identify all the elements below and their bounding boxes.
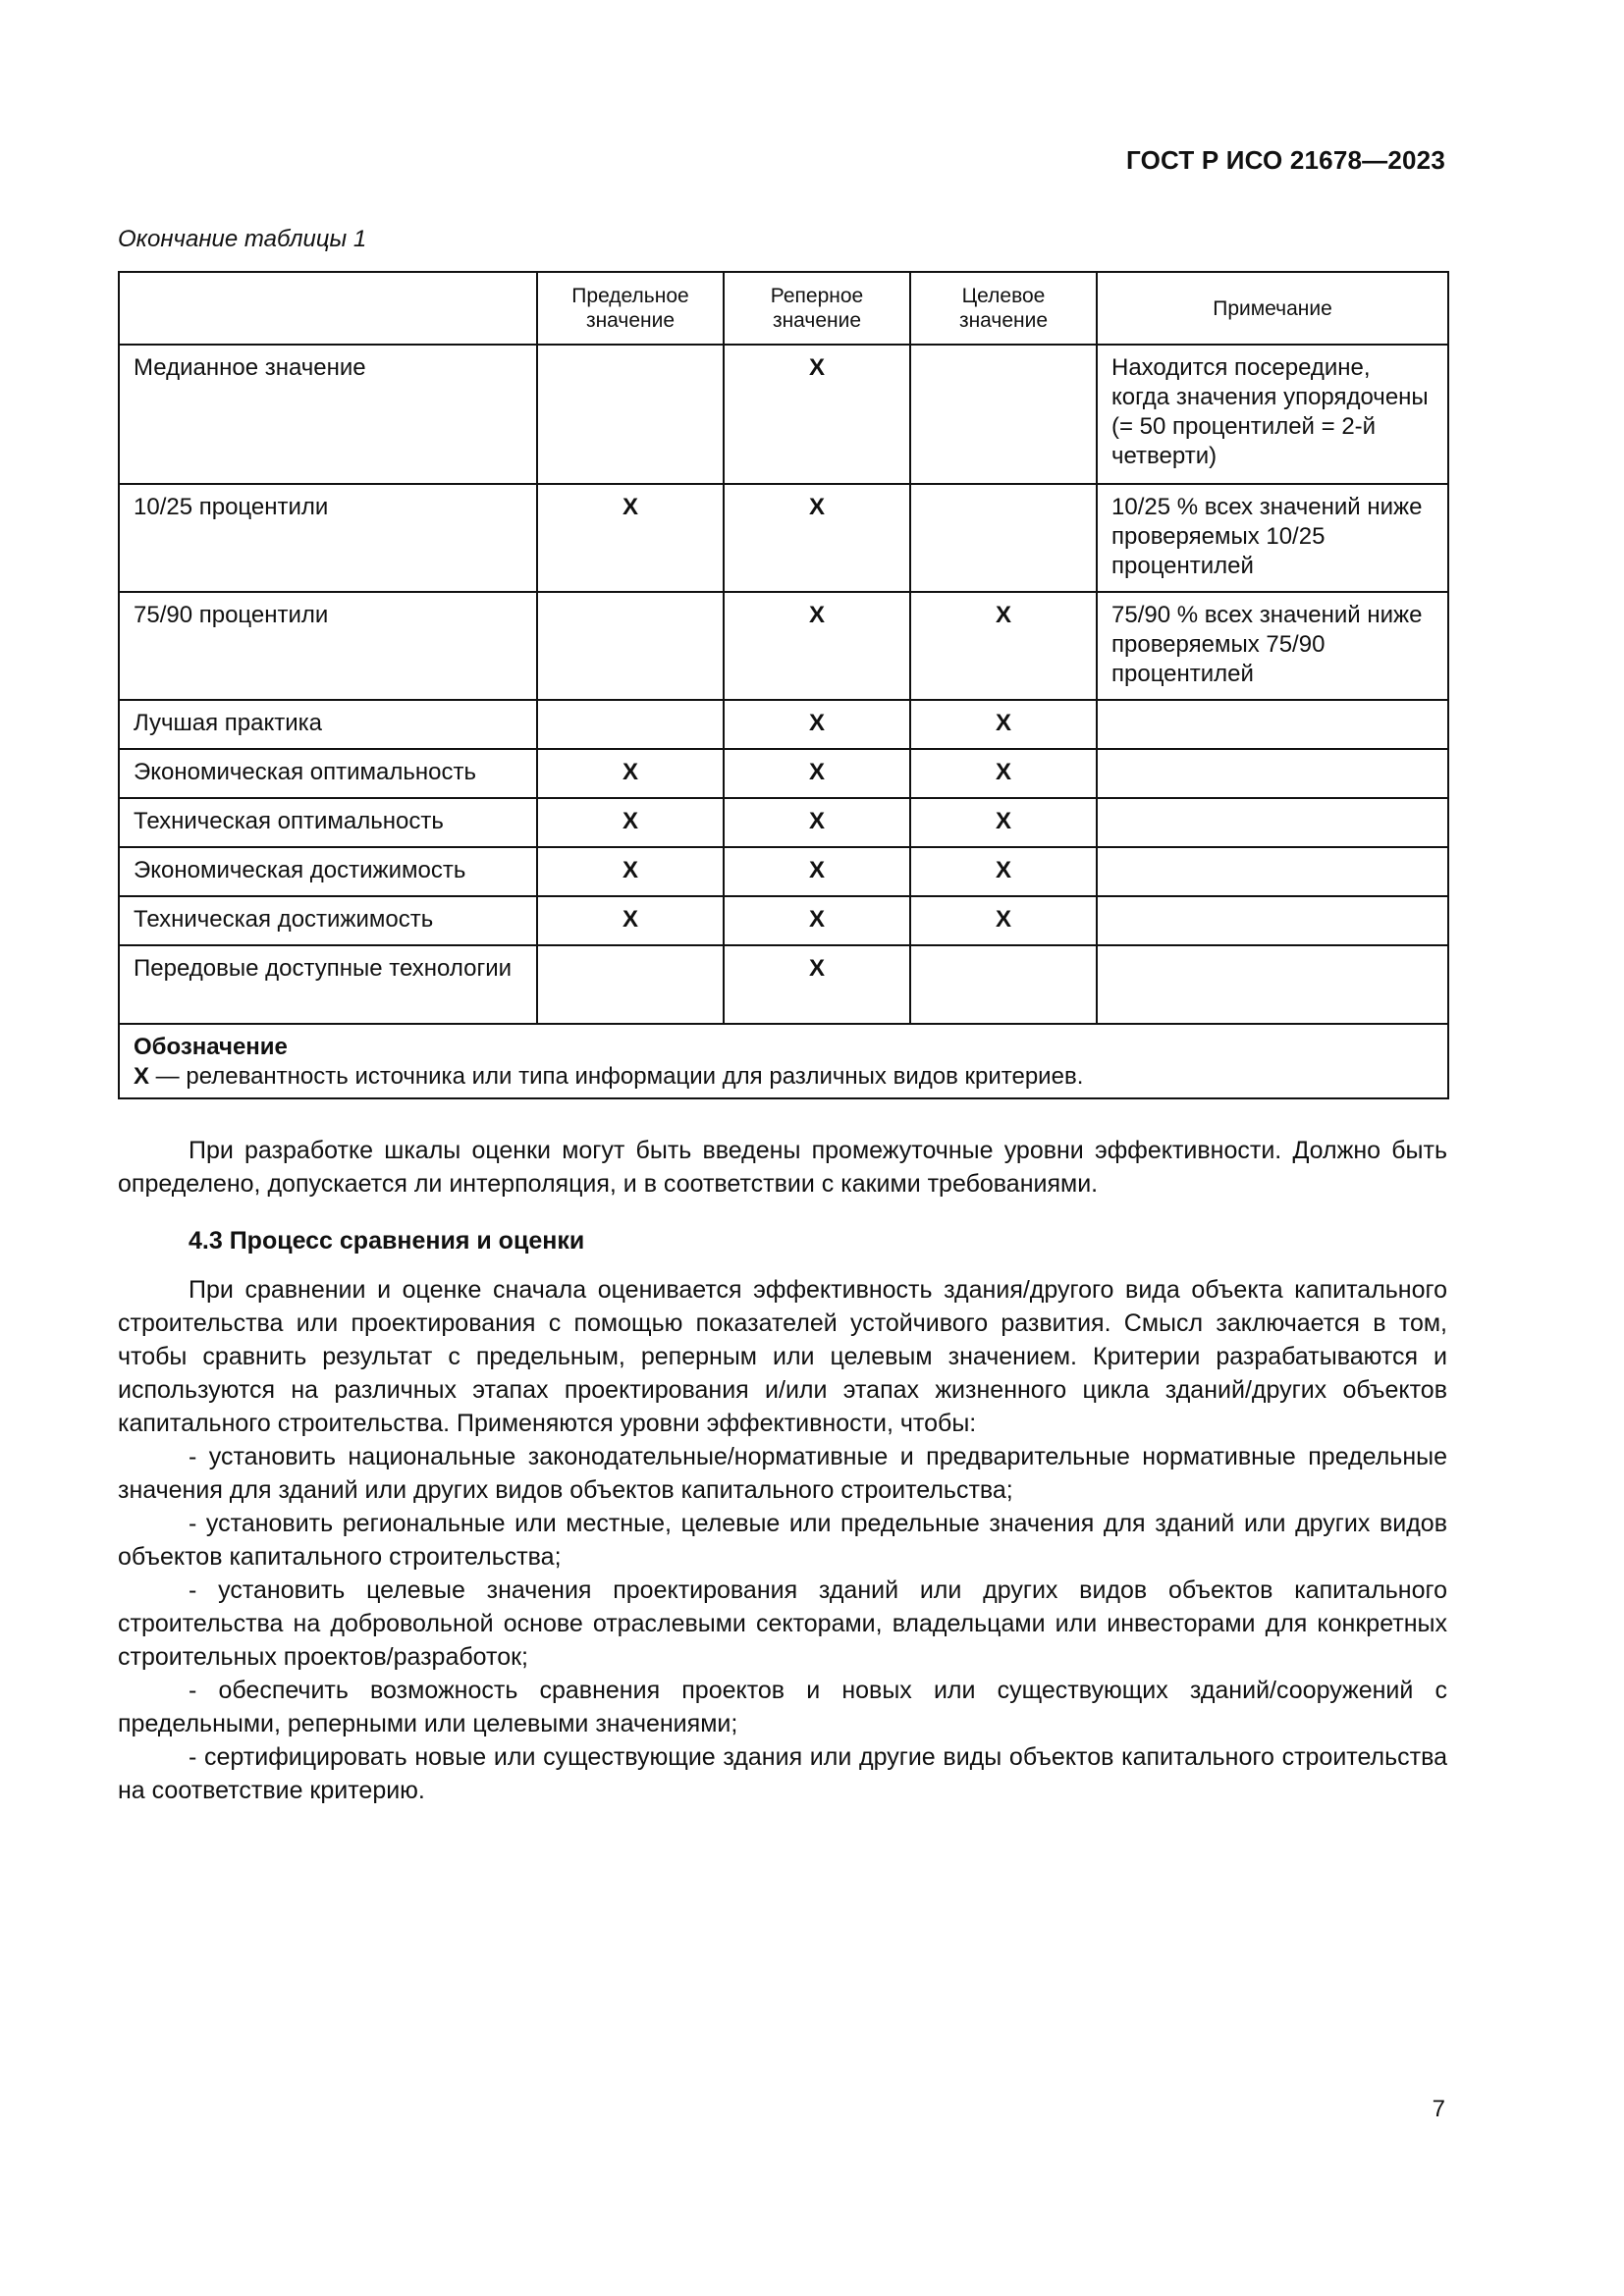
limit-mark: X (537, 798, 724, 847)
row-label: Экономическая достижимость (119, 847, 537, 896)
target-mark (910, 945, 1097, 1024)
row-label: 10/25 процентили (119, 484, 537, 592)
legend-title: Обозначение (134, 1034, 288, 1060)
header-cell: Целевое значение (910, 272, 1097, 345)
target-mark (910, 484, 1097, 592)
legend-symbol: X (134, 1063, 150, 1090)
reference-mark: X (724, 896, 910, 945)
target-mark: X (910, 592, 1097, 700)
list-item: - обеспечить возможность сравнения проектов и новых или существующих зданий/сооружений с предельными, реперными или целевыми значениями; (118, 1677, 1447, 1737)
table-caption: Окончание таблицы 1 (118, 226, 367, 252)
table-legend (119, 1024, 1448, 1098)
reference-mark: X (724, 592, 910, 700)
row-label: Техническая оптимальность (119, 798, 537, 847)
limit-mark (537, 592, 724, 700)
row-label: 75/90 процентили (119, 592, 537, 700)
intro-paragraph: При разработке шкалы оценки могут быть введены промежуточные уровни эффективности. Должно быть определено, допускается ли интерполяция, и в соответствии с какими требованиями. (118, 1137, 1447, 1198)
intro-block (118, 1134, 1447, 1201)
row-note (1097, 945, 1448, 1024)
criteria-table (118, 271, 1449, 1099)
row-label: Экономическая оптимальность (119, 749, 537, 798)
row-label: Передовые доступные технологии (119, 945, 537, 1024)
legend-row (119, 1024, 1448, 1098)
row-note: 75/90 % всех значений ниже проверяемых 75/90 процентилей (1097, 592, 1448, 700)
target-mark: X (910, 700, 1097, 749)
table-row (119, 798, 1448, 847)
list-item: - сертифицировать новые или существующие здания или другие виды объектов капитального строительства на соответствие критерию. (118, 1743, 1447, 1804)
header-cell: Предельное значение (537, 272, 724, 345)
row-label: Техническая достижимость (119, 896, 537, 945)
limit-mark: X (537, 484, 724, 592)
list-item: - установить национальные законодательные/нормативные и предварительные нормативные предельные значения для зданий или других видов объектов капитального строительства; (118, 1443, 1447, 1504)
limit-mark: X (537, 749, 724, 798)
row-label: Медианное значение (119, 345, 537, 484)
row-note (1097, 749, 1448, 798)
limit-mark (537, 345, 724, 484)
limit-mark (537, 945, 724, 1024)
target-mark: X (910, 798, 1097, 847)
row-note: Находится посередине, когда значения упорядочены (= 50 процентилей = 2-й четверти) (1097, 345, 1448, 484)
table-row (119, 749, 1448, 798)
document-code: ГОСТ Р ИСО 21678—2023 (1125, 145, 1445, 175)
list-item: - установить региональные или местные, целевые или предельные значения для зданий или других видов объектов капитального строительства; (118, 1510, 1447, 1571)
row-note (1097, 847, 1448, 896)
reference-mark: X (724, 700, 910, 749)
target-mark (910, 345, 1097, 484)
table-row (119, 700, 1448, 749)
reference-mark: X (724, 749, 910, 798)
row-note (1097, 700, 1448, 749)
table-row (119, 484, 1448, 592)
section-heading: 4.3 Процесс сравнения и оценки (189, 1227, 585, 1255)
row-note: 10/25 % всех значений ниже проверяемых 10/25 процентилей (1097, 484, 1448, 592)
limit-mark: X (537, 847, 724, 896)
table-row (119, 945, 1448, 1024)
target-mark: X (910, 896, 1097, 945)
list-item: - установить целевые значения проектирования зданий или других видов объектов капитального строительства на добровольной основе отраслевыми секторами, владельцами или инвесторами для конкретных строительных проектов/разработок; (118, 1576, 1447, 1671)
row-note (1097, 798, 1448, 847)
main-paragraph: При сравнении и оценке сначала оценивается эффективность здания/другого вида объекта капитального строительства или проектирования с помощью показателей устойчивого развития. Смысл заключается в том, чтобы сравнить результат с предельным, реперным или целевым значением. Критерии разрабатываются и используются на различных этапах проектирования и/или этапах жизненного цикла зданий/других объектов капитального строительства. Применяются уровни эффективности, чтобы: (118, 1276, 1447, 1437)
reference-mark: X (724, 798, 910, 847)
row-note (1097, 896, 1448, 945)
reference-mark: X (724, 847, 910, 896)
row-label: Лучшая практика (119, 700, 537, 749)
target-mark: X (910, 847, 1097, 896)
reference-mark: X (724, 345, 910, 484)
reference-mark: X (724, 945, 910, 1024)
table-row (119, 896, 1448, 945)
table-row (119, 345, 1448, 484)
limit-mark: X (537, 896, 724, 945)
header-cell: Реперное значение (724, 272, 910, 345)
table-header-row (119, 272, 1448, 345)
table-row (119, 847, 1448, 896)
header-cell (119, 272, 537, 345)
legend-text: — релевантность источника или типа информации для различных видов критериев. (149, 1063, 1084, 1090)
reference-mark: X (724, 484, 910, 592)
main-block (118, 1273, 1447, 1807)
page-number: 7 (1432, 2096, 1445, 2122)
target-mark: X (910, 749, 1097, 798)
limit-mark (537, 700, 724, 749)
table-row (119, 592, 1448, 700)
header-cell: Примечание (1097, 272, 1448, 345)
